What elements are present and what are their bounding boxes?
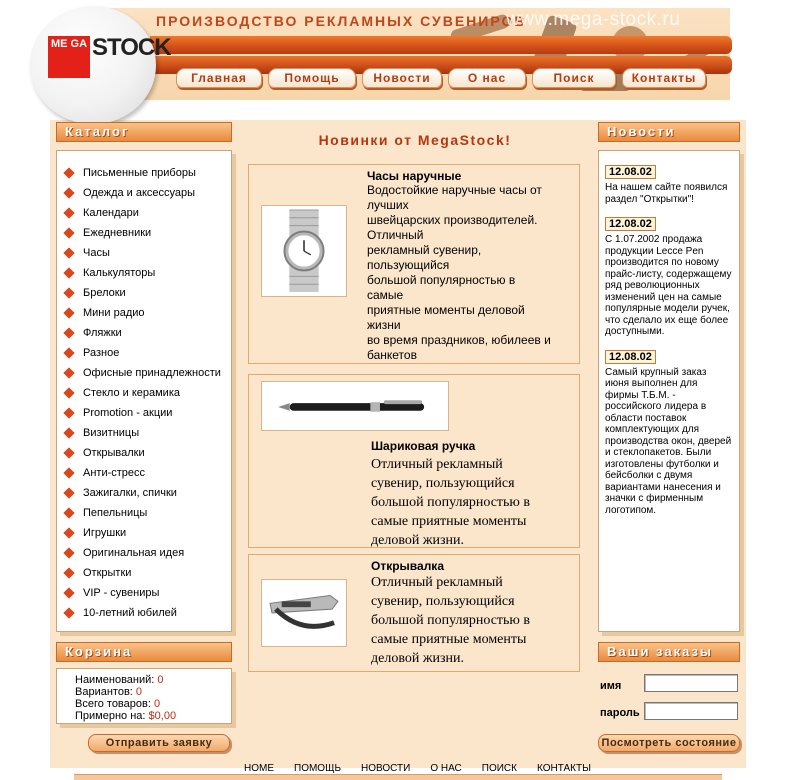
footer-nav xyxy=(244,763,591,774)
site-slogan: ПРОИЗВОДСТВО РЕКЛАМНЫХ СУВЕНИРОВ xyxy=(156,13,527,29)
catalog-item[interactable]: Мини радио xyxy=(57,303,231,323)
product-card-opener xyxy=(248,554,580,672)
catalog-item[interactable]: Открывалки xyxy=(57,443,231,463)
view-status-button[interactable]: Посмотреть состояние xyxy=(598,734,740,752)
product-image-watch[interactable] xyxy=(261,205,347,297)
catalog-item[interactable]: Визитницы xyxy=(57,423,231,443)
cart-names-row: Наименований: 0 xyxy=(75,674,164,686)
main-nav xyxy=(176,68,706,88)
bullet-icon xyxy=(63,487,74,498)
catalog-item[interactable]: Открытки xyxy=(57,563,231,583)
nav-contacts[interactable]: Контакты xyxy=(622,68,706,88)
catalog-item[interactable]: Календари xyxy=(57,203,231,223)
news-heading: Новости xyxy=(598,122,740,142)
bullet-icon xyxy=(63,287,74,298)
bullet-icon xyxy=(63,427,74,438)
bullet-icon xyxy=(63,247,74,258)
catalog-item[interactable]: Разное xyxy=(57,343,231,363)
watch-icon xyxy=(262,206,346,296)
product-name[interactable]: Часы наручные xyxy=(367,169,462,183)
product-name[interactable]: Шариковая ручка xyxy=(371,439,476,453)
site-header xyxy=(0,0,800,120)
footer-link-help[interactable]: ПОМОЩЬ xyxy=(294,763,342,774)
logo-stock-text: STOCK xyxy=(92,34,171,61)
cart-heading: Корзина xyxy=(56,642,232,662)
bullet-icon xyxy=(63,267,74,278)
product-description: Отличный рекламный сувенир, пользующийся большой популярностью в самые приятные моменты деловой жизни. xyxy=(371,457,531,548)
bullet-icon xyxy=(63,587,74,598)
news-item xyxy=(599,165,739,205)
catalog-item[interactable]: Письменные приборы xyxy=(57,163,231,183)
footer-link-home[interactable]: HOME xyxy=(244,763,274,774)
nav-about[interactable]: О нас xyxy=(448,68,526,88)
cart-variants-count: 0 xyxy=(135,686,143,698)
product-name[interactable]: Открывалка xyxy=(371,559,444,573)
bullet-icon xyxy=(63,207,74,218)
cart-goods-count: 0 xyxy=(153,698,161,710)
news-text[interactable]: Самый крупный заказ июня выполнен для фирмы Т.Б.М. - российского лидера в области поставок комплектующих для производства окон, дверей и стеклопакетов. Были изготовлены футболки и бейсболки с двумя вариантами нанесения и значки с фирменным логотипом. xyxy=(605,366,732,516)
catalog-item[interactable]: Игрушки xyxy=(57,523,231,543)
catalog-item[interactable]: Стекло и керамика xyxy=(57,383,231,403)
product-card-watch xyxy=(248,164,580,364)
catalog-item[interactable]: Фляжки xyxy=(57,323,231,343)
news-date: 12.08.02 xyxy=(605,350,656,364)
bullet-icon xyxy=(63,387,74,398)
catalog-item[interactable]: Зажигалки, спички xyxy=(57,483,231,503)
footer-bar xyxy=(74,774,722,780)
catalog-item[interactable]: Анти-стресс xyxy=(57,463,231,483)
nav-news[interactable]: Новости xyxy=(362,68,442,88)
new-products-title: Новинки от MegaStock! xyxy=(318,132,512,148)
product-image-opener[interactable] xyxy=(261,579,347,647)
catalog-item[interactable]: Часы xyxy=(57,243,231,263)
cart-total-row: Примерно на: $0,00 xyxy=(75,710,177,722)
catalog-item[interactable]: VIP - сувениры xyxy=(57,583,231,603)
name-label: имя xyxy=(600,680,622,692)
cart-goods-row: Всего товаров: 0 xyxy=(75,698,161,710)
catalog-item[interactable]: 10-летний юбилей xyxy=(57,603,231,623)
catalog-item[interactable]: Калькуляторы xyxy=(57,263,231,283)
catalog-item[interactable]: Пепельницы xyxy=(57,503,231,523)
catalog-item[interactable]: Оригинальная идея xyxy=(57,543,231,563)
site-url: www.mega-stock.ru xyxy=(506,9,681,30)
submit-order-button[interactable]: Отправить заявку xyxy=(88,734,230,752)
bullet-icon xyxy=(63,467,74,478)
footer-link-about[interactable]: О НАС xyxy=(430,763,462,774)
nav-home[interactable]: Главная xyxy=(176,68,262,88)
cart-variants-row: Вариантов: 0 xyxy=(75,686,143,698)
news-item xyxy=(599,350,739,517)
bullet-icon xyxy=(63,367,74,378)
footer-link-news[interactable]: НОВОСТИ xyxy=(361,763,411,774)
catalog-heading: Каталог xyxy=(56,122,232,142)
bullet-icon xyxy=(63,547,74,558)
cart-names-count: 0 xyxy=(157,674,164,686)
bullet-icon xyxy=(63,187,74,198)
news-item xyxy=(599,217,739,338)
bullet-icon xyxy=(63,227,74,238)
bullet-icon xyxy=(63,347,74,358)
footer-link-contacts[interactable]: КОНТАКТЫ xyxy=(536,763,591,774)
bullet-icon xyxy=(63,327,74,338)
bullet-icon xyxy=(63,527,74,538)
logo-mega-mark: ME GA xyxy=(48,36,90,78)
header-stripe-top xyxy=(150,36,732,54)
news-text[interactable]: С 1.07.2002 продажа продукции Lecce Pen производится по новому прайс-листу, содержащему ряд революционных изменений цен на самые популярные модели ручек, что сделало их еще более доступными. xyxy=(605,234,732,337)
corkscrew-icon xyxy=(262,580,346,646)
pen-icon xyxy=(262,382,448,430)
nav-search[interactable]: Поиск xyxy=(532,68,616,88)
password-label: пароль xyxy=(600,707,640,719)
bullet-icon xyxy=(63,167,74,178)
cart-panel xyxy=(56,668,232,724)
news-date: 12.08.02 xyxy=(605,217,656,231)
news-text[interactable]: На нашем сайте появился раздел "Открытки"! xyxy=(605,182,728,205)
name-input[interactable] xyxy=(644,674,738,692)
product-description: Водостойкие наручные часы от лучших швейцарских производителей. Отличный рекламный сувенир, пользующийся большой популярностью в самые приятные моменты деловой жизни во время праздников, юбилеев и банкетов xyxy=(367,183,551,362)
catalog-list xyxy=(57,151,231,623)
bullet-icon xyxy=(63,567,74,578)
news-date: 12.08.02 xyxy=(605,165,656,179)
product-description: Отличный рекламный сувенир, пользующийся большой популярностью в самые приятные моменты деловой жизни. xyxy=(371,575,531,666)
catalog-item[interactable]: Promotion - акции xyxy=(57,403,231,423)
footer-link-search[interactable]: ПОИСК xyxy=(481,763,517,774)
news-panel xyxy=(598,150,740,632)
catalog-panel xyxy=(56,150,232,632)
catalog-item[interactable]: Ежедневники xyxy=(57,223,231,243)
catalog-item[interactable]: Брелоки xyxy=(57,283,231,303)
bullet-icon xyxy=(63,447,74,458)
password-input[interactable] xyxy=(644,702,738,720)
bullet-icon xyxy=(63,307,74,318)
catalog-item[interactable]: Одежда и аксессуары xyxy=(57,183,231,203)
product-card-pen xyxy=(248,374,580,548)
catalog-item[interactable]: Офисные принадлежности xyxy=(57,363,231,383)
product-image-pen[interactable] xyxy=(261,381,449,431)
orders-heading: Ваши заказы xyxy=(598,642,740,662)
bullet-icon xyxy=(63,607,74,618)
nav-help[interactable]: Помощь xyxy=(268,68,356,88)
cart-total-value: $0,00 xyxy=(148,710,177,722)
bullet-icon xyxy=(63,507,74,518)
bullet-icon xyxy=(63,407,74,418)
